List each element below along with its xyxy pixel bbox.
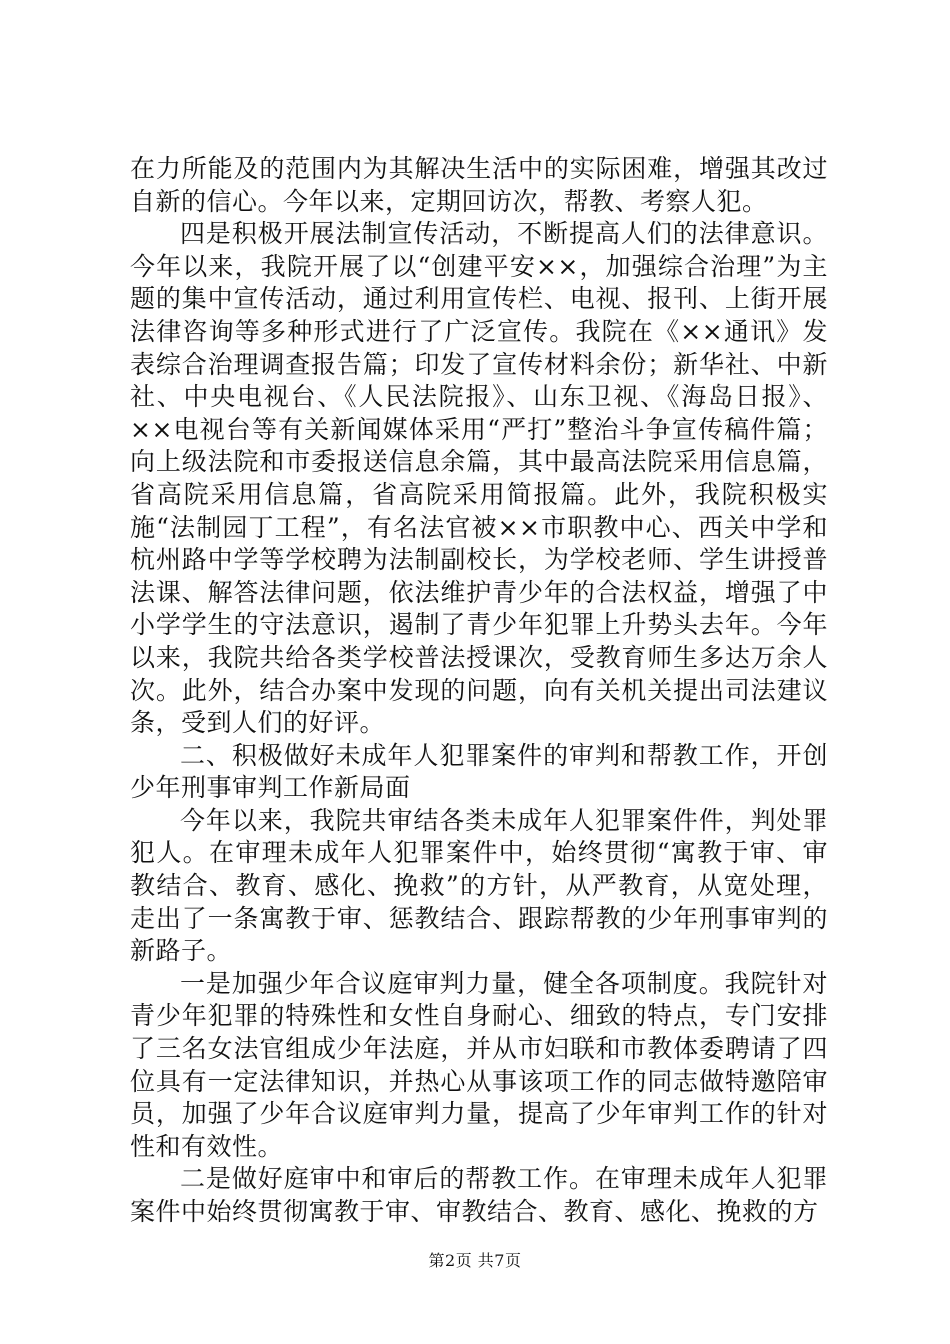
paragraph-2: 四是积极开展法制宣传活动，不断提高人们的法律意识。今年以来，我院开展了以“创建平安××，加强综合治理”为主题的集中宣传活动，通过利用宣传栏、电视、报刊、上街开展法律咨询等多种形式进行了广泛宣传。我院在《××通讯》发表综合治理调查报告篇；印发了宣传材料余份；新华社、中新社、中央电视台、《人民法院报》、山东卫视、《海岛日报》、××电视台等有关新闻媒体采用“严打”整治斗争宣传稿件篇；向上级法院和市委报送信息余篇，其中最高法院采用信息篇，省高院采用信息篇，省高院采用简报篇。此外，我院积极实施“法制园丁工程”，有名法官被××市职教中心、西关中学和杭州路中学等学校聘为法制副校长，为学校老师、学生讲授普法课、解答法律问题，依法维护青少年的合法权益，增强了中小学学生的守法意识，遏制了青少年犯罪上升势头去年。今年以来，我院共给各类学校普法授课次，受教育师生多达万余人次。此外，结合办案中发现的问题，向有关机关提出司法建议条，受到人们的好评。: [130, 219, 828, 738]
paragraph-1: 在力所能及的范围内为其解决生活中的实际困难，增强其改过自新的信心。今年以来，定期回访次，帮教、考察人犯。: [130, 154, 828, 216]
section-heading-2: 二、积极做好未成年人犯罪案件的审判和帮教工作，开创少年刑事审判工作新局面: [130, 740, 828, 803]
paragraph-3: 今年以来，我院共审结各类未成年人犯罪案件件，判处罪犯人。在审理未成年人犯罪案件中，始终贯彻“寓教于审、审教结合、教育、感化、挽救”的方针，从严教育，从宽处理，走出了一条寓教于审、惩教结合、跟踪帮教的少年刑事审判的新路子。: [130, 805, 828, 966]
paragraph-5: 二是做好庭审中和审后的帮教工作。在审理未成年人犯罪案件中始终贯彻寓教于审、审教结合、教育、感化、挽救的方: [130, 1164, 828, 1226]
document-body: [130, 153, 828, 1229]
page-number-footer: 第2页 共7页: [428, 1251, 522, 1270]
paragraph-4: 一是加强少年合议庭审判力量，健全各项制度。我院针对青少年犯罪的特殊性和女性自身耐心、细致的特点，专门安排了三名女法官组成少年法庭，并从市妇联和市教体委聘请了四位具有一定法律知识，并热心从事该项工作的同志做特邀陪审员，加强了少年合议庭审判力量，提高了少年审判工作的针对性和有效性。: [130, 968, 828, 1161]
